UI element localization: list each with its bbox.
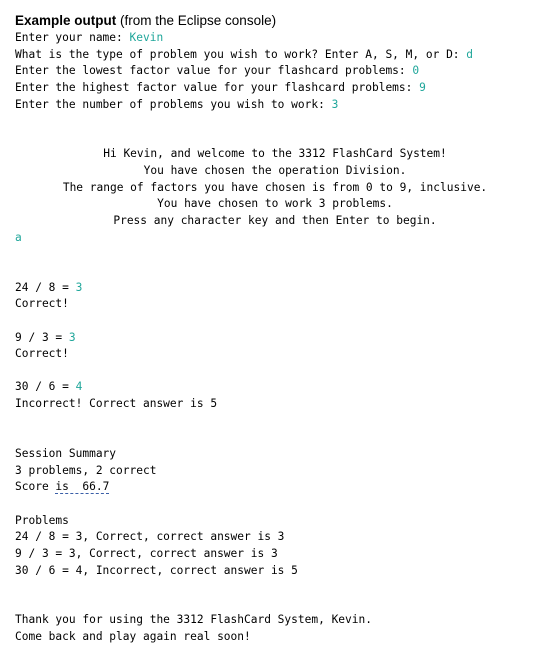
problems-list-item: 9 / 3 = 3, Correct, correct answer is 3 bbox=[15, 546, 278, 560]
heading-rest: (from the Eclipse console) bbox=[116, 13, 277, 28]
summary-title: Session Summary bbox=[15, 447, 117, 461]
problem-question: 24 / 8 = 3 bbox=[15, 280, 83, 294]
problems-list-title: Problems bbox=[15, 513, 69, 527]
welcome-line: Press any character key and then Enter to begin. bbox=[113, 214, 437, 228]
user-answer: 3 bbox=[68, 330, 76, 344]
prompt-label: Enter the number of problems you wish to work: bbox=[15, 97, 332, 111]
example-heading bbox=[15, 12, 545, 30]
prompt-type bbox=[15, 47, 545, 64]
problem-result: Correct! bbox=[15, 347, 69, 361]
prompt-label: Enter your name: bbox=[15, 31, 130, 44]
prompt-name bbox=[15, 30, 545, 47]
prompt-label: Enter the lowest factor value for your flashcard problems: bbox=[15, 64, 413, 78]
console-output bbox=[15, 30, 545, 646]
prompt-highest bbox=[15, 80, 545, 97]
user-input: Kevin bbox=[129, 31, 164, 44]
prompt-count bbox=[15, 97, 545, 114]
summary-count: 3 problems, 2 correct bbox=[15, 463, 157, 477]
welcome-line: You have chosen to work 3 problems. bbox=[157, 197, 393, 211]
problem-result: Correct! bbox=[15, 297, 69, 311]
welcome-line: Hi Kevin, and welcome to the 3312 FlashCard System! bbox=[103, 147, 447, 161]
user-input: 9 bbox=[419, 80, 426, 94]
welcome-line: You have chosen the operation Division. bbox=[143, 164, 407, 178]
heading-bold: Example output bbox=[15, 13, 117, 28]
summary-score: Score is 66.7 bbox=[15, 480, 110, 494]
score-underlined: is 66.7 bbox=[55, 480, 110, 494]
problems-list-item: 24 / 8 = 3, Correct, correct answer is 3 bbox=[15, 530, 285, 544]
welcome-line: The range of factors you have chosen is from 0 to 9, inclusive. bbox=[62, 180, 488, 194]
begin-key-input: a bbox=[15, 230, 22, 244]
problem-question: 9 / 3 = 3 bbox=[15, 330, 76, 344]
prompt-label: Enter the highest factor value for your flashcard problems: bbox=[15, 80, 420, 94]
user-input: 3 bbox=[331, 97, 339, 111]
prompt-label: What is the type of problem you wish to work? Enter A, S, M, or D: bbox=[15, 47, 467, 61]
document-page bbox=[15, 12, 545, 646]
user-answer: 4 bbox=[75, 380, 83, 394]
problems-list-item: 30 / 6 = 4, Incorrect, correct answer is 5 bbox=[15, 563, 298, 577]
prompt-lowest bbox=[15, 63, 545, 80]
user-answer: 3 bbox=[75, 280, 83, 294]
farewell-line: Come back and play again real soon! bbox=[15, 630, 251, 644]
farewell-line: Thank you for using the 3312 FlashCard System, Kevin. bbox=[15, 613, 372, 627]
problem-question: 30 / 6 = 4 bbox=[15, 380, 83, 394]
user-input: 0 bbox=[412, 64, 420, 78]
user-input: d bbox=[466, 47, 474, 61]
problem-result: Incorrect! Correct answer is 5 bbox=[15, 397, 218, 411]
